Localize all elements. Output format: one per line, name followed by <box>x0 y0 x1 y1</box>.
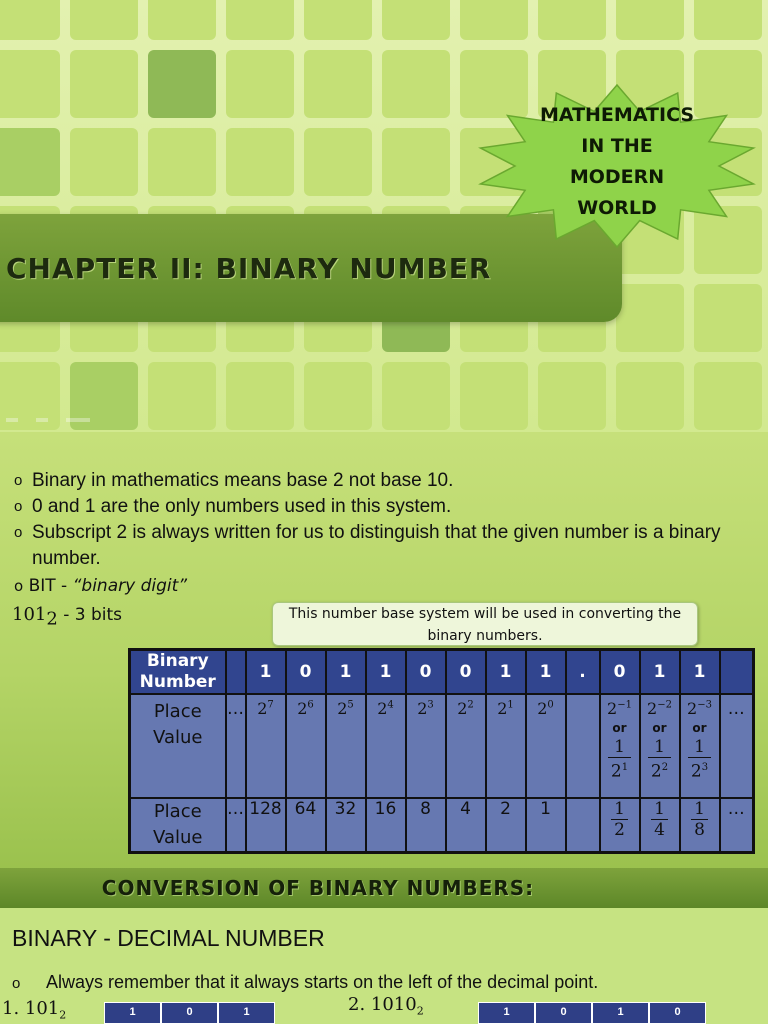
bullet-text: Binary in mathematics means base 2 not base 10. <box>32 470 454 491</box>
background-tile <box>148 0 216 40</box>
background-tile <box>538 0 606 40</box>
background-tile <box>70 0 138 40</box>
binary-digit-cell: . <box>566 650 600 695</box>
course-title <box>476 100 758 224</box>
table-cell <box>226 650 246 695</box>
value-cell: 32 <box>326 798 366 853</box>
background-tile <box>304 50 372 118</box>
binary-digit-cell: 1 <box>246 650 286 695</box>
bit-cell: 1 <box>478 1002 535 1024</box>
ellipsis-cell: … <box>720 694 754 798</box>
value-cell: 2 <box>486 798 526 853</box>
bullet-circle-icon: o <box>14 524 23 541</box>
bits-example <box>12 604 122 629</box>
power-cell: $2^5$ <box>326 694 366 798</box>
fraction-value-cell: $\frac{1}{4}$ <box>640 798 680 853</box>
bit-definition <box>14 576 187 596</box>
background-tile <box>616 362 684 430</box>
negative-power-cell: $2^{-1}$ or $\frac{1}{2^1}$ <box>600 694 640 798</box>
place-value-number-row <box>130 798 754 853</box>
ellipsis-cell: … <box>720 798 754 853</box>
binary-digit-cell: 0 <box>446 650 486 695</box>
bits-example-text: - 3 bits <box>57 605 123 625</box>
value-cell: 4 <box>446 798 486 853</box>
example-subscript: 2 <box>416 1004 424 1018</box>
background-tile <box>0 0 60 40</box>
power-cell: $2^7$ <box>246 694 286 798</box>
binary-digit-cell: 0 <box>286 650 326 695</box>
background-tile <box>304 128 372 196</box>
power-cell: $2^6$ <box>286 694 326 798</box>
background-tile <box>460 0 528 40</box>
value-cell: 16 <box>366 798 406 853</box>
bit-cell: 0 <box>161 1002 218 1024</box>
example-1-label <box>2 998 66 1022</box>
bullet-circle-icon: o <box>14 472 23 489</box>
background-tile <box>538 362 606 430</box>
background-tile <box>70 128 138 196</box>
binary-digit-cell: 0 <box>600 650 640 695</box>
bit-label: BIT - <box>28 576 73 596</box>
background-tile <box>0 50 60 118</box>
background-tile <box>226 128 294 196</box>
background-tile <box>304 362 372 430</box>
course-title-line: MATHEMATICS <box>539 104 695 126</box>
binary-digit-cell: 1 <box>640 650 680 695</box>
conversion-slide <box>0 868 768 1024</box>
example-number: 2. 1010 <box>348 994 417 1015</box>
chapter-title: CHAPTER II: BINARY NUMBER <box>6 252 492 285</box>
bit-cell: 0 <box>535 1002 592 1024</box>
value-cell: 128 <box>246 798 286 853</box>
background-tile <box>694 0 762 40</box>
bullet-item <box>14 468 764 494</box>
binary-digit-cell: 0 <box>406 650 446 695</box>
example-subscript: 2 <box>59 1008 67 1022</box>
course-title-line: WORLD <box>577 197 657 219</box>
background-tile <box>226 50 294 118</box>
binary-digit-cell: 1 <box>680 650 720 695</box>
binary-digit-cell <box>720 650 754 695</box>
example-number: 1. 101 <box>2 998 60 1019</box>
binary-intro-slide <box>0 432 768 868</box>
bit-cell: 1 <box>592 1002 649 1024</box>
background-tile <box>148 128 216 196</box>
reminder-bullet <box>12 972 598 993</box>
bits-example-subscript: 2 <box>46 608 58 630</box>
value-cell: 1 <box>526 798 566 853</box>
background-tile <box>226 362 294 430</box>
background-tile <box>304 0 372 40</box>
background-tile <box>382 362 450 430</box>
fraction-value-cell: $\frac{1}{2}$ <box>600 798 640 853</box>
power-cell: $2^1$ <box>486 694 526 798</box>
slide-nav-mark <box>6 416 96 424</box>
background-tile <box>382 50 450 118</box>
background-tile <box>382 0 450 40</box>
value-cell: 64 <box>286 798 326 853</box>
row-label: Binary Number <box>130 650 226 695</box>
background-tile <box>382 128 450 196</box>
bullet-item <box>14 520 764 572</box>
bullet-list <box>14 468 764 572</box>
bit-cell: 1 <box>218 1002 275 1024</box>
section-title: CONVERSION OF BINARY NUMBERS: <box>101 876 535 900</box>
power-cell: $2^0$ <box>526 694 566 798</box>
value-cell: 8 <box>406 798 446 853</box>
row-label: Place Value <box>130 798 226 853</box>
binary-number-row <box>130 650 754 695</box>
bits-example-number: 101 <box>12 604 47 625</box>
note-callout: This number base system will be used in converting the binary numbers. <box>272 602 698 646</box>
background-tile <box>616 0 684 40</box>
bullet-text: Subscript 2 is always written for us to distinguish that the given number is a binary number. <box>32 522 721 569</box>
bullet-circle-icon: o <box>14 498 23 515</box>
binary-digit-cell: 1 <box>526 650 566 695</box>
bit-cell: 0 <box>649 1002 706 1024</box>
binary-digit-cell: 1 <box>326 650 366 695</box>
example-2-bits <box>478 1002 706 1024</box>
background-tile <box>0 128 60 196</box>
bullet-circle-icon: o <box>14 577 24 595</box>
background-tile <box>226 0 294 40</box>
binary-digit-cell: 1 <box>486 650 526 695</box>
sub-heading: BINARY - DECIMAL NUMBER <box>12 925 325 951</box>
ellipsis-cell: … <box>226 694 246 798</box>
power-cell: $2^4$ <box>366 694 406 798</box>
course-title-line: MODERN <box>569 166 665 188</box>
power-cell: $2^2$ <box>446 694 486 798</box>
bullet-text: 0 and 1 are the only numbers used in this system. <box>32 496 452 517</box>
course-title-line: IN THE <box>581 135 653 157</box>
negative-power-cell: $2^{-2}$ or $\frac{1}{2^2}$ <box>640 694 680 798</box>
negative-power-cell: $2^{-3}$ or $\frac{1}{2^3}$ <box>680 694 720 798</box>
background-tile <box>694 362 762 430</box>
background-tile <box>460 362 528 430</box>
ellipsis-cell: … <box>226 798 246 853</box>
example-1-bits <box>104 1002 275 1024</box>
background-tile <box>694 284 762 352</box>
title-slide <box>0 0 768 432</box>
power-cell: $2^3$ <box>406 694 446 798</box>
fraction-value-cell: $\frac{1}{8}$ <box>680 798 720 853</box>
background-tile <box>70 50 138 118</box>
bit-meaning: “binary digit” <box>72 576 188 596</box>
place-value-table <box>128 648 755 854</box>
row-label: Place Value <box>130 694 226 798</box>
bit-cell: 1 <box>104 1002 161 1024</box>
bullet-item <box>14 494 764 520</box>
table-cell <box>566 798 600 853</box>
table-cell <box>566 694 600 798</box>
place-value-power-row <box>130 694 754 798</box>
example-2-label <box>348 994 424 1018</box>
reminder-text: Always remember that it always starts on the left of the decimal point. <box>46 972 599 992</box>
background-tile <box>616 284 684 352</box>
background-tile <box>148 362 216 430</box>
bullet-circle-icon: o <box>12 975 21 992</box>
binary-digit-cell: 1 <box>366 650 406 695</box>
background-tile <box>148 50 216 118</box>
